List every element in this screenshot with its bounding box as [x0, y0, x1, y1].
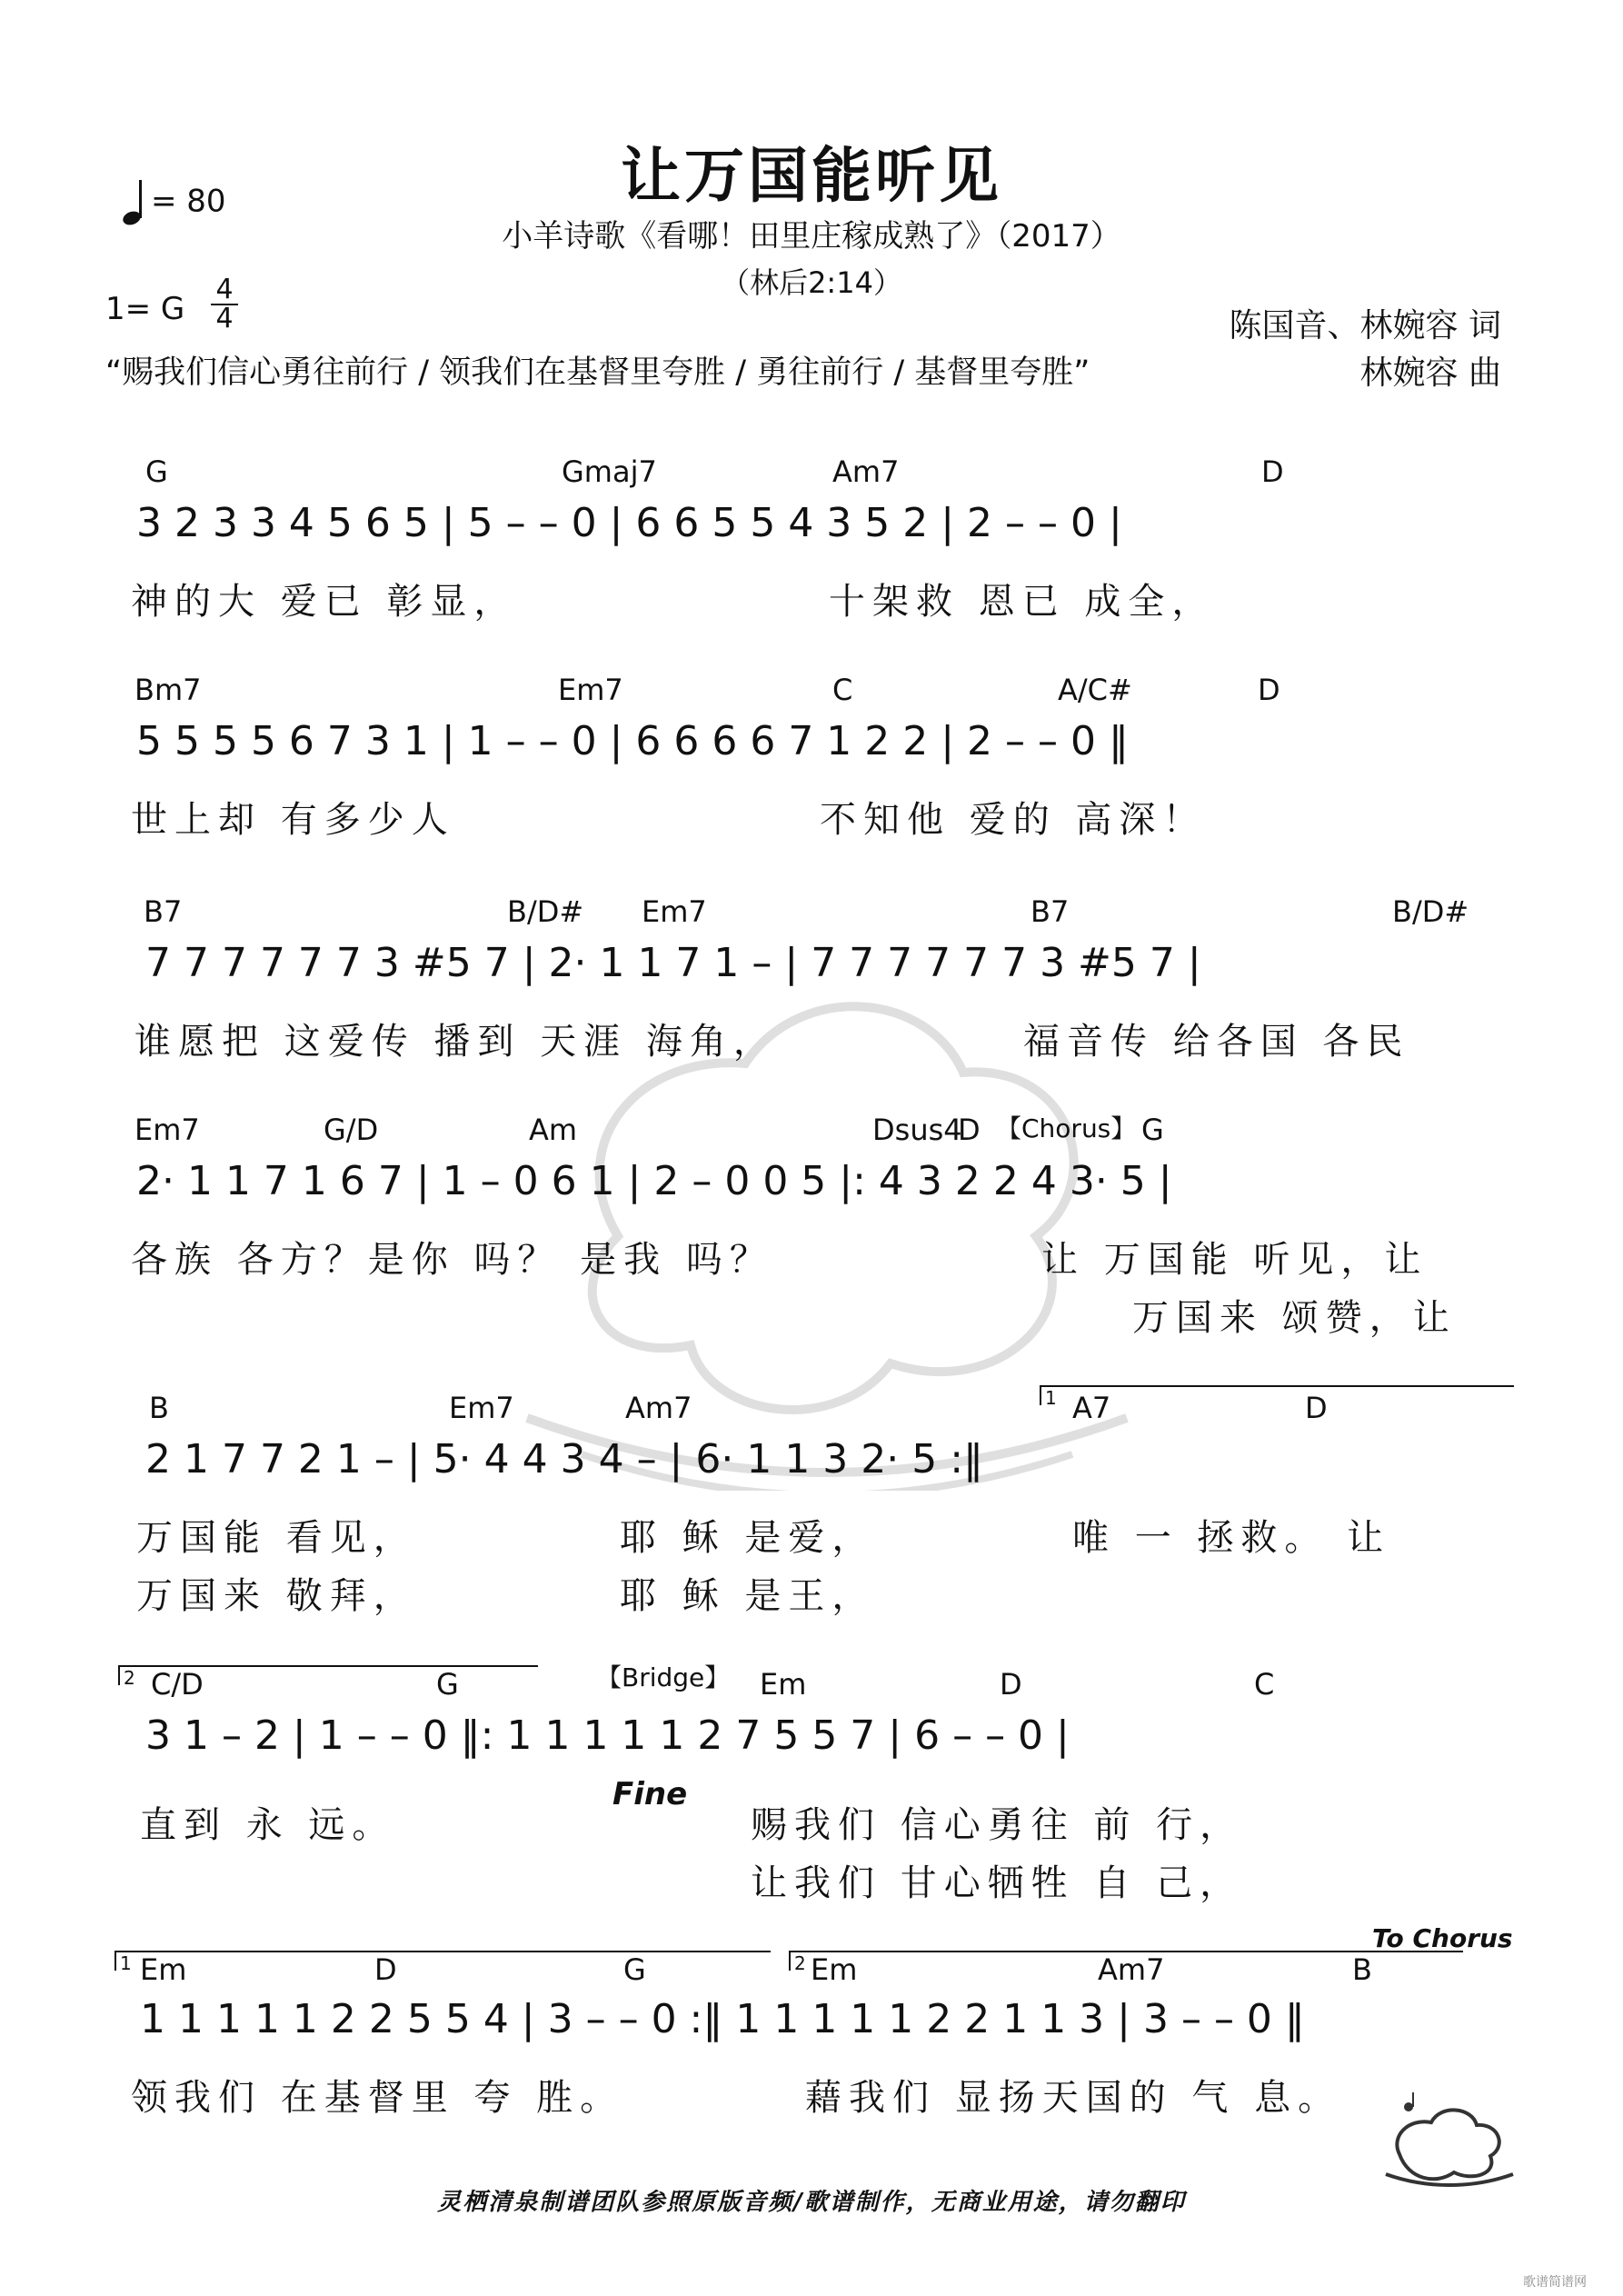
chord-label: G: [145, 454, 168, 489]
ending-number: 1: [1045, 1387, 1057, 1409]
tempo-value: = 80: [151, 183, 226, 220]
chord-label: B: [1352, 1952, 1372, 1987]
score-system-3: [127, 894, 1508, 1076]
lyric-line: 直到 永 远。: [140, 1804, 396, 1846]
chord-label: C/D: [151, 1667, 204, 1702]
chord-label: Em: [811, 1952, 858, 1987]
footer-notice: 灵栖清泉制谱团队参照原版音频/歌谱制作，无商业用途，请勿翻印: [437, 2189, 1186, 2216]
chord-label: G: [623, 1952, 646, 1987]
notation-line: 3 1 – 2 | 1 – – 0 ‖: 1 1 1 1 1 2 7 5 5 7 | 6 – – 0 |: [145, 1712, 1070, 1759]
lyric-line: 唯 一 拯救。 让: [1072, 1517, 1391, 1559]
to-chorus-marking: To Chorus: [1372, 1923, 1513, 1953]
chord-label: Am: [529, 1113, 578, 1147]
lyric-line: 万国能 看见，: [136, 1517, 417, 1559]
song-subtitle: 小羊诗歌《看哪！田里庄稼成熟了》（2017）: [502, 218, 1121, 255]
chord-label: A7: [1072, 1391, 1111, 1425]
chord-label: Em7: [134, 1113, 200, 1147]
chord-label: B7: [144, 894, 183, 929]
first-ending-bracket: [115, 1951, 771, 1974]
lyric-line: 赐我们 信心勇往 前 行，: [751, 1804, 1244, 1846]
lyric-line: 十架救 恩已 成全，: [829, 581, 1216, 623]
chord-label: D: [1000, 1667, 1022, 1702]
chord-label: B/D#: [507, 894, 584, 929]
time-signature-bottom: 4: [215, 303, 234, 334]
lyric-line: 世上却 有多少人: [131, 799, 455, 841]
chord-label: D: [958, 1113, 981, 1147]
chord-label: Em: [140, 1952, 187, 1987]
chord-label: Em7: [449, 1391, 514, 1425]
notation-line: 2 1 7 7 2 1 – | 5· 4 4 3 4 – | 6· 1 1 3 2· 5 :‖: [145, 1436, 984, 1482]
composer-credit: 林婉容 曲: [1359, 354, 1501, 392]
lyric-line: 不知他 爱的 高深！: [820, 799, 1207, 841]
notation-line: 5 5 5 5 6 7 3 1 | 1 – – 0 | 6 6 6 6 7 1 2 2 | 2 – – 0 ‖: [136, 718, 1129, 764]
lyric-line: 福音传 给各国 各民: [1023, 1021, 1410, 1063]
lyric-line-verse-2: 耶 稣 是王，: [620, 1575, 876, 1617]
lyric-line: 神的大 爱已 彰显，: [131, 581, 518, 623]
lyric-line: 谁愿把 这爱传 播到 天涯 海角，: [134, 1021, 777, 1063]
chord-label: B7: [1031, 894, 1070, 929]
fine-marking: Fine: [612, 1776, 688, 1812]
lyric-line: 领我们 在基督里 夸 胜。: [131, 2077, 624, 2119]
score-system-6: [124, 1662, 1508, 1904]
score-system-4: [127, 1113, 1508, 1349]
lyric-line: 各族 各方？是你 吗？ 是我 吗？: [131, 1239, 773, 1281]
chord-label: Bm7: [134, 673, 202, 707]
chord-label: Em: [760, 1667, 807, 1702]
chord-label: D: [1305, 1391, 1328, 1425]
notation-line: 2· 1 1 7 1 6 7 | 1 – 0 6 1 | 2 – 0 0 5 |: 4 3 2 2 4 3· 5 |: [136, 1158, 1172, 1204]
lyric-line: 让 万国能 听见，让: [1041, 1239, 1429, 1281]
scripture-reference: （林后2:14）: [721, 265, 902, 300]
site-watermark: 歌谱简谱网: [1523, 2275, 1587, 2290]
lyricist-credit: 陈国音、林婉容 词: [1229, 307, 1501, 344]
lyric-line-verse-2: 万国来 敬拜，: [136, 1575, 417, 1617]
chord-label: D: [1258, 673, 1280, 707]
score-system-1: [127, 454, 1508, 636]
chord-label: Em7: [558, 673, 623, 707]
chord-label: Em7: [642, 894, 707, 929]
chord-label: G/D: [324, 1113, 379, 1147]
chord-label: Gmaj7: [562, 454, 657, 489]
lyric-line-verse-2: 万国来 颂赞，让: [1132, 1297, 1457, 1339]
chord-label: Am7: [832, 454, 900, 489]
chord-label: Am7: [625, 1391, 692, 1425]
key-signature: 1= G: [105, 291, 185, 327]
notation-line: 3 2 3 3 4 5 6 5 | 5 – – 0 | 6 6 5 5 4 3 5 2 | 2 – – 0 |: [136, 500, 1122, 546]
chord-label: Am7: [1098, 1952, 1165, 1987]
chord-label: D: [374, 1952, 397, 1987]
notation-line: 1 1 1 1 1 2 2 5 5 4 | 3 – – 0 :‖ 1 1 1 1 1 2 2 1 1 3 | 3 – – 0 ‖: [140, 1996, 1305, 2042]
chord-label: B: [149, 1391, 169, 1425]
chorus-mark: 【Chorus】: [996, 1113, 1137, 1143]
lyric-line: 藉我们 显扬天国的 气 息。: [805, 2077, 1342, 2119]
chord-label: A/C#: [1058, 673, 1132, 707]
sheep-logo-icon: [1381, 2091, 1518, 2191]
ending-number: 1: [120, 1952, 132, 1974]
time-signature: [211, 276, 238, 333]
ending-number: 2: [124, 1667, 135, 1689]
quarter-note-icon: [122, 178, 145, 227]
notation-line: 7 7 7 7 7 7 3 #5 7 | 2· 1 1 7 1 – | 7 7 7 7 7 7 3 #5 7 |: [145, 940, 1201, 986]
chord-label: C: [832, 673, 853, 707]
lyric-line-verse-2: 让我们 甘心牺牲 自 己，: [751, 1862, 1244, 1904]
chord-label: G: [1141, 1113, 1164, 1147]
chord-label: C: [1254, 1667, 1275, 1702]
chord-label: Dsus4: [872, 1113, 962, 1147]
chord-label: G: [436, 1667, 459, 1702]
score-system-7: [120, 1923, 1513, 2145]
quote-line: “赐我们信心勇往前行 / 领我们在基督里夸胜 / 勇往前行 / 基督里夸胜”: [105, 354, 1090, 391]
score-system-5: [127, 1387, 1508, 1627]
ending-number: 2: [794, 1952, 806, 1974]
score-system-2: [127, 673, 1508, 854]
chord-label: B/D#: [1392, 894, 1469, 929]
song-title: 让万国能听见: [621, 141, 1002, 211]
time-signature-top: 4: [211, 276, 238, 305]
tempo-marking: [122, 178, 226, 227]
lyric-line: 耶 稣 是爱，: [620, 1517, 876, 1559]
chord-label: D: [1261, 454, 1284, 489]
bridge-mark: 【Bridge】: [596, 1662, 731, 1692]
